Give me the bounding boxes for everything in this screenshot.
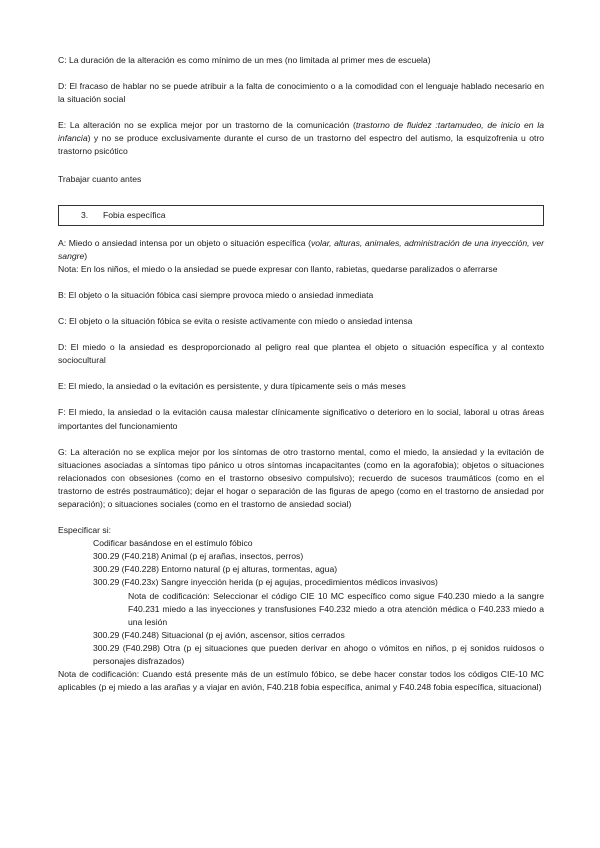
specify-item-blood: 300.29 (F40.23x) Sangre inyección herida (p ej agujas, procedimientos médicos invasivos) bbox=[93, 577, 438, 588]
section-title: Fobia específica bbox=[103, 209, 166, 220]
criterion-a-italic: volar, alturas, animales, administración de una inyección, ver sangre bbox=[58, 237, 545, 261]
coding-note: Nota de codificación: Seleccionar el código CIE 10 MC específico como sigue F40.230 miedo a la sangre F40.231 miedo a las inyecciones y transfusiones F40.232 miedo a otra atención médica o F40.233 miedo a una lesión bbox=[128, 590, 544, 627]
criterion-f: F: El miedo, la ansiedad o la evitación causa malestar clínicamente significativo o deterioro en lo social, laboral u otras áreas importantes del funcionamiento bbox=[58, 407, 544, 431]
criterion-d-language: D: El fracaso de hablar no se puede atribuir a la falta de conocimiento o a la comodidad con el lenguaje hablado necesario en la situación social bbox=[58, 81, 544, 105]
specify-item-animal: 300.29 (F40.218) Animal (p ej arañas, insectos, perros) bbox=[93, 551, 304, 562]
specify-intro: Codificar basándose en el estímulo fóbico bbox=[93, 538, 253, 549]
specify-item-situational: 300.29 (F40.248) Situacional (p ej avión, ascensor, sitios cerrados bbox=[93, 629, 345, 640]
criterion-d: D: El miedo o la ansiedad es desproporcionado al peligro real que plantea el objeto o situación específica y al contexto sociocultural bbox=[58, 342, 544, 366]
specify-item-other: 300.29 (F40.298) Otra (p ej situaciones que pueden derivar en ahogo o vómitos en niños, p ej sonidos ruidosos o personajes disfrazados) bbox=[93, 642, 544, 666]
criterion-e-italic: trastorno de fluidez :tartamudeo, de inicio en la infancia bbox=[58, 120, 544, 144]
criterion-a-text-start: A: Miedo o ansiedad intensa por un objeto o situación específica ( bbox=[58, 237, 311, 248]
section-heading bbox=[58, 205, 544, 226]
criterion-c: C: El objeto o la situación fóbica se evita o resiste activamente con miedo o ansiedad intensa bbox=[58, 316, 413, 327]
criterion-a-note: Nota: En los niños, el miedo o la ansiedad se puede expresar con llanto, rabietas, quedarse paralizados o aferrarse bbox=[58, 263, 498, 274]
criterion-a-text-end: ) bbox=[84, 250, 88, 261]
section-number: 3. bbox=[81, 209, 89, 220]
specify-item-natural: 300.29 (F40.228) Entorno natural (p ej alturas, tormentas, agua) bbox=[93, 564, 338, 575]
coding-note-block bbox=[58, 590, 544, 629]
criterion-e-text-end: ) y no se produce exclusivamente durante el curso de un trastorno del espectro del autismo, la esquizofrenia u otro trastorno psicótico bbox=[58, 133, 544, 157]
specify-items-2 bbox=[58, 629, 544, 668]
criterion-g: G: La alteración no se explica mejor por los síntomas de otro trastorno mental, como el miedo, la ansiedad y la evitación de situaciones asociadas a síntomas tipo pánico u otros síntomas incapacitantes (como en la agorafobia); objetos o situaciones relacionados con obsesiones (como en el trastorno obsesivo compulsivo); recuerdo de sucesos traumáticos (como en el trastorno de estrés postraumático); dejar el hogar o separación de las figuras de apego (como en el trastorno de ansiedad por separación); o situaciones sociales (como en el trastorno de ansiedad social) bbox=[58, 446, 544, 509]
treatment-note: Trabajar cuanto antes bbox=[58, 173, 142, 184]
document-page bbox=[58, 54, 544, 694]
specify-items bbox=[58, 550, 544, 589]
criterion-e-text-start: E: La alteración no se explica mejor por un trastorno de la comunicación ( bbox=[58, 120, 356, 131]
criterion-c-duration: C: La duración de la alteración es como mínimo de un mes (no limitada al primer mes de escuela) bbox=[58, 55, 431, 65]
criterion-b: B: El objeto o la situación fóbica casi siempre provoca miedo o ansiedad inmediata bbox=[58, 289, 374, 300]
criterion-a bbox=[58, 237, 544, 263]
criterion-e: E: El miedo, la ansiedad o la evitación es persistente, y dura típicamente seis o más meses bbox=[58, 381, 406, 392]
criterion-e-communication bbox=[58, 119, 544, 158]
final-coding-note: Nota de codificación: Cuando está presente más de un estímulo fóbico, se debe hacer constar todos los códigos CIE-10 MC aplicables (p ej miedo a las arañas y a viajar en avión, F40.218 fobia específica, animal y F40.248 fobia específica, situacional) bbox=[58, 669, 544, 693]
specify-block bbox=[58, 537, 544, 550]
specify-label: Especificar si: bbox=[58, 525, 112, 536]
